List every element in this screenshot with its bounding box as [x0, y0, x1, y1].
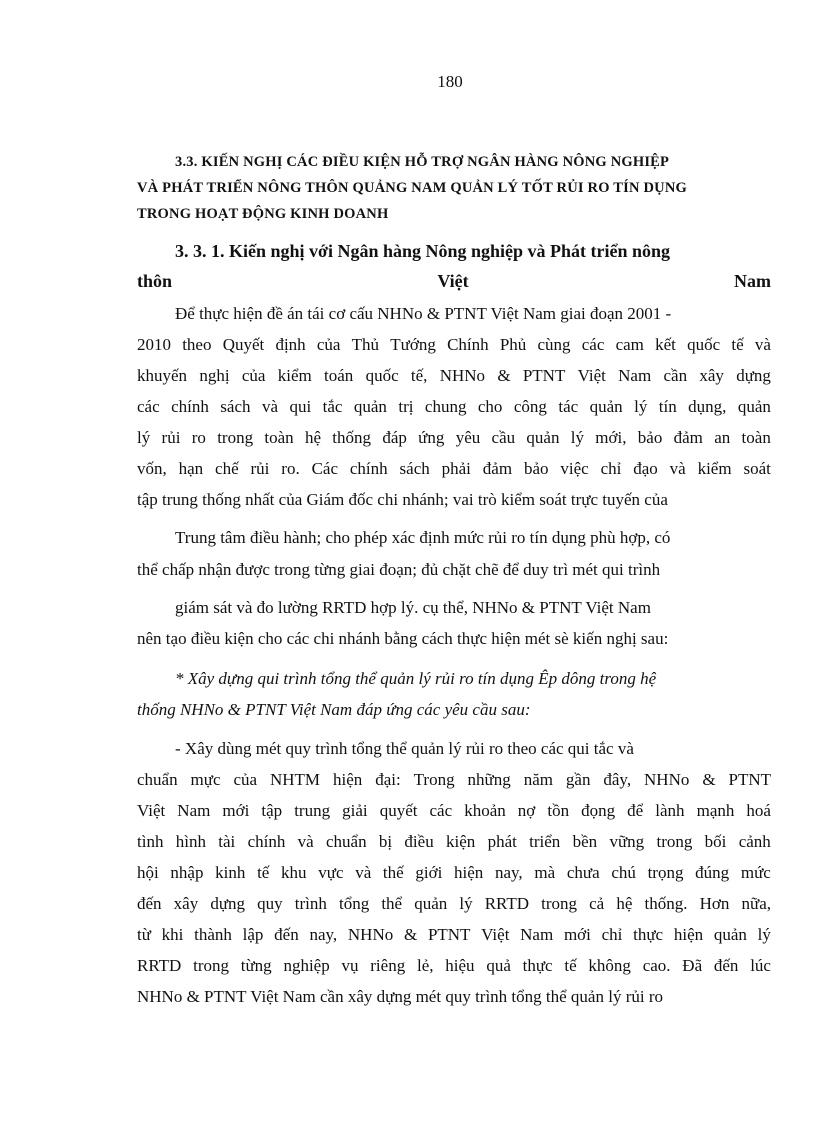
heading-line-2: VÀ PHÁT TRIỂN NÔNG THÔN QUẢNG NAM QUẢN LÝ TỐT RỦI RO TÍN DỤNG: [137, 180, 687, 196]
heading-line-3: TRONG HOẠT ĐỘNG KINH DOANH: [137, 206, 389, 222]
paragraph-1-line: Để thực hiện đề án tái cơ cấu NHNo & PTNT Việt Nam giai đoạn 2001 -: [175, 304, 672, 323]
heading-line-1: 3.3. KIẾN NGHỊ CÁC ĐIỀU KIỆN HỖ TRỢ NGÂN HÀNG NÔNG NGHIỆP: [175, 154, 670, 170]
paragraph-4-line: đến xây dựng quy trình tổng thể quản lý RRTD trong cả hệ thống. Hơn nữa,: [137, 894, 771, 913]
subsection-heading: [137, 236, 771, 296]
subheading-word-2: Việt: [437, 271, 469, 291]
paragraph-1-line: các chính sách và qui tắc quản trị chung cho công tác quản lý tín dụng, quản: [137, 397, 771, 416]
paragraph-3-line: giám sát và đo lường RRTD hợp lý. cụ thể, NHNo & PTNT Việt Nam: [175, 598, 651, 617]
paragraph-4-line: tình hình tài chính và chuẩn bị điều kiện phát triển bền vững trong bối cảnh: [137, 832, 771, 851]
paragraph-3b: [137, 623, 771, 654]
subheading-word-1: thôn: [137, 271, 173, 291]
subheading-line-2: [137, 266, 771, 296]
paragraph-3-line: nên tạo điều kiện cho các chi nhánh bằng cách thực hiện mét sè kiến nghị sau:: [137, 629, 669, 648]
subheading-line-1: 3. 3. 1. Kiến nghị với Ngân hàng Nông nghiệp và Phát triển nông: [175, 241, 671, 261]
paragraph-1-line: lý rủi ro trong toàn hệ thống đáp ứng yêu cầu quản lý mới, bảo đảm an toàn: [137, 428, 771, 447]
paragraph-4-line: RRTD trong từng nghiệp vụ riêng lẻ, hiệu quả thực tế không cao. Đã đến lúc: [137, 956, 771, 975]
paragraph-4-line: từ khi thành lập đến nay, NHNo & PTNT Việt Nam mới chỉ thực hiện quản lý: [137, 925, 771, 944]
page-number: 180: [437, 72, 463, 91]
paragraph-3: [175, 592, 765, 623]
paragraph-2: [175, 522, 755, 553]
paragraph-4: [137, 733, 771, 1012]
subheading-word-3: Nam: [734, 271, 771, 291]
paragraph-4-line: chuẩn mực của NHTM hiện đại: Trong những năm gần đây, NHNo & PTNT: [137, 770, 771, 789]
paragraph-1-line: vốn, hạn chế rủi ro. Các chính sách phải đảm bảo việc chỉ đạo và kiểm soát: [137, 459, 771, 478]
paragraph-2b: [137, 554, 771, 585]
section-heading: [137, 149, 771, 227]
paragraph-2-line: thể chấp nhận được trong từng giai đoạn; đủ chặt chẽ để duy trì mét qui trình: [137, 560, 661, 579]
italic-line: * Xây dựng qui trình tổng thể quản lý rủi ro tín dụng Êp dông trong hệ: [175, 669, 657, 688]
paragraph-4-line: NHNo & PTNT Việt Nam cần xây dựng mét quy trình tổng thể quản lý rủi ro: [137, 987, 663, 1006]
paragraph-2-line: Trung tâm điều hành; cho phép xác định mức rủi ro tín dụng phù hợp, có: [175, 528, 671, 547]
paragraph-1-line: tập trung thống nhất của Giám đốc chi nhánh; vai trò kiểm soát trực tuyến của: [137, 490, 668, 509]
italic-paragraph: [137, 663, 771, 725]
paragraph-1: [137, 298, 771, 515]
paragraph-4-line: - Xây dùng mét quy trình tổng thể quản lý rủi ro theo các qui tắc và: [175, 739, 634, 758]
paragraph-1-line: khuyến nghị của kiểm toán quốc tế, NHNo & PTNT Việt Nam cần xây dựng: [137, 366, 771, 385]
paragraph-4-line: Việt Nam mới tập trung giải quyết các khoản nợ tồn đọng để lành mạnh hoá: [137, 801, 771, 820]
paragraph-4-line: hội nhập kinh tế khu vực và thế giới hiện nay, mà chưa chú trọng đúng mức: [137, 863, 771, 882]
paragraph-1-line: 2010 theo Quyết định của Thủ Tướng Chính Phủ cùng các cam kết quốc tế và: [137, 335, 771, 354]
italic-line: thống NHNo & PTNT Việt Nam đáp ứng các yêu cầu sau:: [137, 700, 531, 719]
